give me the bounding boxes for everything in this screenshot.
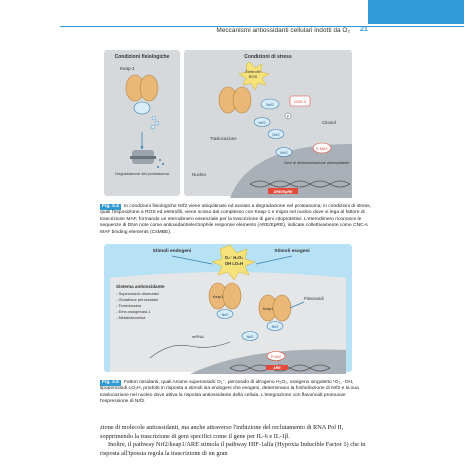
label-p: P bbox=[286, 114, 290, 119]
caption-text: Fattori ossidanti, quali Anione superossido O₂⁻, perossido di idrogeno H₂O₂, ossigeno singoletto ¹O₂, ·OH, lipoperossidi LO₂H, prodotti in risposta a stimoli sia endogeni che esogeni, determinano la fosforilazione di Nrf2 e la sua traslocazione nel nucleo dove attiva la risposta antiossidante della cellula. L'integrazione con flavonoidi promuove l'espressione di Nrf2. bbox=[100, 380, 359, 405]
label-flavonoids: Flavonoidi bbox=[304, 296, 324, 301]
label-stimuli-endogenous-1: Stimoli endogeni bbox=[152, 249, 192, 254]
paragraph-2: Inoltre, il pathway Nrf2/keap1/ARE stimola il pathway HIF-1alfa (Hypoxia Inducible Factor 1) che in risposta all'ipossia regola la trascrizione di un gran bbox=[100, 441, 366, 457]
label-nrf2-c: Nrf2 bbox=[246, 335, 254, 339]
label-keap1-a: Keap1 bbox=[212, 295, 224, 299]
running-title: Meccanismi antiossidanti cellulari indotti da O₂ bbox=[216, 27, 350, 34]
label-smaf: S-MAF bbox=[316, 147, 328, 151]
antioxidant-item-3: - Tioredossina bbox=[116, 303, 142, 308]
caption-text: In condizioni fisiologiche Nrf2 viene ubiquitinato ed avviato a degradazione nel proteasoma; in condizioni di stress, quali l'esposizione a ROS ed elettrofili, viene scisso dal complesso con Keap-1 e migra nel nucleo dove si lega al fattore di trascrizione MAF, formando un eterodimero essenziale per la trascrizione di geni citoprotettivi. L'eterodimero riconosce le sequenze di DNA note come antioxidant/electrophile response elements (ARE/EpRE), indicate collettivamente come CNC-s MAF binding elements (CsMBE). bbox=[100, 204, 371, 235]
figure-3-5 bbox=[100, 242, 356, 374]
paragraph-1: zione di molecole antiossidanti, ma anche attraverso l'inibizione del reclutamento di RNA Pol II, sopprimendo la trascrizione di geni specifici come il gene per IL-6 e IL-1β. bbox=[100, 424, 344, 440]
body-text bbox=[100, 424, 374, 458]
label-degradation: Degradazione del proteasoma bbox=[115, 171, 169, 176]
figure-tag: Fig. 3.4 bbox=[102, 204, 119, 209]
label-electrophiles: Elettrofili bbox=[245, 69, 261, 74]
label-nrf2-b: Nrf2 bbox=[271, 325, 279, 329]
label-stimuli-exogenous: Stimoli esogeni bbox=[274, 249, 310, 254]
figure-3-5-caption bbox=[100, 380, 372, 406]
figure-3-4 bbox=[100, 48, 356, 198]
label-nrf2-b: Nrf2 bbox=[258, 121, 266, 125]
antioxidant-item-2: - Glutatione perossidasi bbox=[116, 297, 159, 302]
antioxidant-item-1: - Superossido dismutasi bbox=[116, 291, 159, 296]
label-genes: Geni di disintossicazione antiossidante bbox=[284, 161, 350, 165]
label-ros: ROS bbox=[248, 74, 258, 79]
label-keap1-left: Keap-1 bbox=[120, 66, 135, 71]
antioxidant-item-4: - Eme-ossigenasi-1 bbox=[116, 309, 151, 314]
label-nrf2-a: Nrf2 bbox=[266, 102, 274, 107]
page-number: 21 bbox=[360, 26, 368, 33]
label-nrf2-a: Nrf2 bbox=[221, 313, 229, 317]
label-nrf2-c: Nrf2 bbox=[272, 133, 280, 137]
label-are: ARE bbox=[273, 366, 281, 370]
label-nrf2-d: Nrf2 bbox=[280, 151, 288, 155]
label-translocation: Traslocazione bbox=[210, 136, 237, 141]
label-antioxidant-system: Sistema antiossidante bbox=[116, 284, 165, 289]
figure-tag: Fig. 3.5 bbox=[102, 380, 119, 385]
antioxidant-item-5: - Metallotioneina bbox=[116, 315, 146, 320]
label-mrna: mRNA bbox=[192, 334, 204, 339]
page-header bbox=[0, 0, 464, 42]
label-ros-list-2: OH LO₂H bbox=[224, 261, 244, 266]
label-nucleus: Nucleo bbox=[192, 172, 207, 177]
label-keap1-b: Keap1 bbox=[262, 307, 274, 311]
label-are: ARE/EpRE bbox=[273, 190, 293, 194]
figure-3-4-caption bbox=[100, 204, 372, 236]
label-physiological: Condizioni fisiologiche bbox=[114, 54, 170, 60]
label-cytosol: Citosol bbox=[322, 120, 336, 125]
label-gsk3: GSK-3 bbox=[293, 99, 307, 104]
label-stress: Condizioni di stress bbox=[244, 54, 292, 60]
label-ros-list: O₂⁻ H₂O₂ bbox=[224, 255, 244, 260]
header-tab bbox=[368, 0, 464, 24]
proteasome-icon bbox=[130, 150, 156, 164]
label-pnrf2: P-Nrf2 bbox=[270, 355, 282, 359]
